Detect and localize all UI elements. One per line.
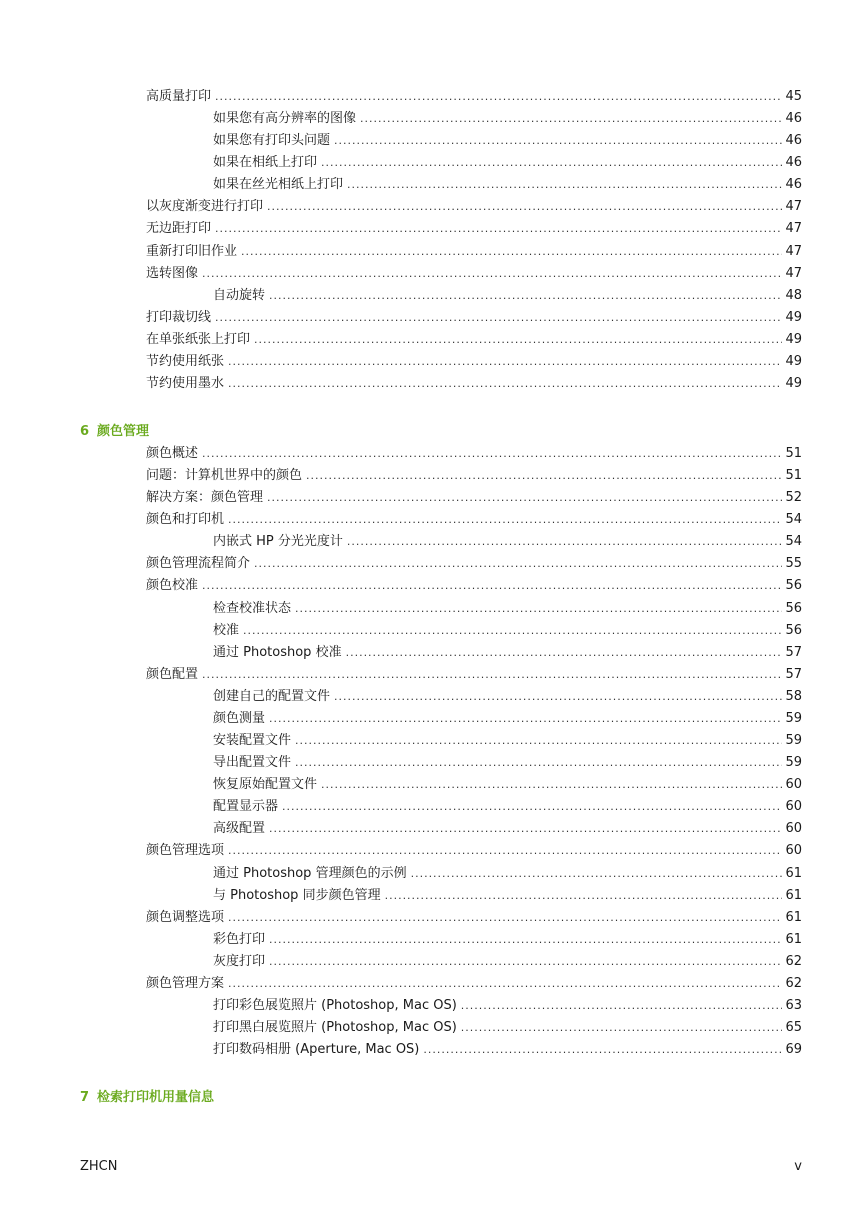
toc-entry-title: 创建自己的配置文件 [213, 688, 331, 704]
dot-leader [267, 487, 782, 509]
toc-entry-page: 47 [785, 221, 802, 237]
dot-leader [202, 575, 782, 597]
toc-entry-title: 解决方案：颜色管理 [146, 490, 264, 506]
toc-entry[interactable] [146, 664, 802, 686]
toc-entry-page: 60 [785, 777, 802, 793]
toc-entry[interactable] [146, 575, 802, 597]
toc-entry-title: 颜色调整选项 [146, 909, 225, 925]
dot-leader [321, 774, 782, 796]
toc-entry-title: 选转图像 [146, 265, 199, 281]
dot-leader [269, 708, 782, 730]
toc-entry-title: 校准 [213, 622, 240, 638]
dot-leader [306, 465, 782, 487]
toc-entry[interactable] [213, 531, 802, 553]
toc-entry-title: 打印黑白展览照片 (Photoshop, Mac OS) [213, 1020, 457, 1036]
footer-page-number: v [794, 1159, 802, 1174]
toc-entry-page: 69 [785, 1042, 802, 1058]
toc-entry[interactable] [213, 620, 802, 642]
toc-entry[interactable] [146, 218, 802, 240]
toc-entry[interactable] [146, 307, 802, 329]
toc-entry-page: 61 [785, 931, 802, 947]
toc-entry[interactable] [213, 108, 802, 130]
toc-entry-title: 如果您有打印头问题 [213, 133, 331, 149]
toc-entry-page: 47 [785, 199, 802, 215]
toc-entry-page: 49 [785, 309, 802, 325]
toc-entry[interactable] [213, 1017, 802, 1039]
dot-leader [411, 863, 783, 885]
toc-entry-page: 46 [785, 133, 802, 149]
dot-leader [228, 373, 782, 395]
dot-leader [228, 907, 782, 929]
toc-entry-title: 导出配置文件 [213, 755, 292, 771]
toc-entry-page: 57 [785, 644, 802, 660]
toc-entry-title: 重新打印旧作业 [146, 243, 238, 259]
dot-leader [228, 351, 782, 373]
toc-entry-title: 自动旋转 [213, 287, 266, 303]
toc-entry-page: 54 [785, 512, 802, 528]
toc-entry-page: 46 [785, 155, 802, 171]
toc-entry-page: 62 [785, 975, 802, 991]
dot-leader [254, 329, 782, 351]
dot-leader [228, 509, 782, 531]
toc-entry-page: 62 [785, 953, 802, 969]
chapter-heading-6[interactable] [80, 421, 149, 443]
toc-entry-page: 56 [785, 622, 802, 638]
toc-entry[interactable] [146, 241, 802, 263]
toc-entry-title: 彩色打印 [213, 931, 266, 947]
toc-entry[interactable] [146, 263, 802, 285]
toc-entry-page: 59 [785, 733, 802, 749]
toc-entry-title: 与 Photoshop 同步颜色管理 [213, 887, 381, 903]
toc-entry-title: 如果您有高分辨率的图像 [213, 111, 357, 127]
toc-entry[interactable] [213, 642, 802, 664]
toc-entry[interactable] [213, 152, 802, 174]
toc-entry-title: 打印数码相册 (Aperture, Mac OS) [213, 1042, 420, 1058]
dot-leader [385, 885, 783, 907]
dot-leader [461, 995, 783, 1017]
toc-entry-page: 49 [785, 331, 802, 347]
dot-leader [267, 196, 782, 218]
toc-entry-page: 51 [785, 446, 802, 461]
dot-leader [334, 130, 782, 152]
toc-entry-page: 61 [785, 909, 802, 925]
toc-entry[interactable] [146, 907, 802, 929]
toc-entry-title: 配置显示器 [213, 799, 279, 815]
toc-entry-page: 55 [785, 556, 802, 572]
dot-leader [360, 108, 782, 130]
toc-entry-page: 57 [785, 666, 802, 682]
dot-leader [215, 218, 782, 240]
toc-entry-title: 颜色管理方案 [146, 975, 225, 991]
toc-entry-page: 65 [785, 1020, 802, 1036]
toc-entry-title: 无边距打印 [146, 221, 212, 237]
toc-entry[interactable] [213, 995, 802, 1017]
dot-leader [228, 840, 782, 862]
toc-entry[interactable] [213, 774, 802, 796]
toc-entry-title: 颜色配置 [146, 666, 199, 682]
toc-entry-title: 打印裁切线 [146, 309, 212, 325]
toc-entry-title: 高质量打印 [146, 89, 212, 104]
toc-entry-title: 通过 Photoshop 校准 [213, 644, 342, 660]
toc-entry-title: 节约使用纸张 [146, 353, 225, 369]
toc-entry-title: 在单张纸张上打印 [146, 331, 251, 347]
toc-entry-title: 颜色管理选项 [146, 843, 225, 859]
toc-entry-page: 60 [785, 821, 802, 837]
toc-entry[interactable] [146, 553, 802, 575]
toc-entry-title: 问题：计算机世界中的颜色 [146, 468, 303, 484]
toc-entry-page: 45 [785, 89, 802, 104]
toc-entry[interactable] [146, 509, 802, 531]
toc-entry-title: 恢复原始配置文件 [213, 777, 318, 793]
toc-entry-page: 46 [785, 111, 802, 127]
toc-entry-page: 49 [785, 376, 802, 392]
dot-leader [346, 642, 783, 664]
dot-leader [202, 263, 782, 285]
toc-entry[interactable] [146, 351, 802, 373]
toc-entry[interactable] [213, 598, 802, 620]
dot-leader [347, 531, 783, 553]
toc-entry-page: 49 [785, 353, 802, 369]
toc-entry[interactable] [213, 951, 802, 973]
toc-entry-page: 60 [785, 799, 802, 815]
toc-entry[interactable] [213, 863, 802, 885]
toc-entry-title: 以灰度渐变进行打印 [146, 199, 264, 215]
toc-entry-title: 颜色概述 [146, 446, 199, 461]
toc-entry-page: 48 [785, 287, 802, 303]
chapter-heading-7[interactable] [80, 1087, 214, 1109]
toc-entry[interactable] [213, 708, 802, 730]
toc-entry-title: 高级配置 [213, 821, 266, 837]
toc-entry-title: 检查校准状态 [213, 600, 292, 616]
toc-entry[interactable] [146, 373, 802, 395]
toc-entry[interactable] [213, 730, 802, 752]
dot-leader [295, 730, 782, 752]
toc-entry[interactable] [146, 196, 802, 218]
dot-leader [321, 152, 782, 174]
dot-leader [334, 686, 782, 708]
toc-entry-title: 颜色校准 [146, 578, 199, 594]
toc-entry[interactable] [213, 130, 802, 152]
toc-entry-title: 如果在相纸上打印 [213, 155, 318, 171]
toc-entry-page: 60 [785, 843, 802, 859]
toc-entry[interactable] [213, 1039, 802, 1061]
toc-entry[interactable] [213, 285, 802, 307]
toc-entry-page: 56 [785, 578, 802, 594]
toc-entry-title: 内嵌式 HP 分光光度计 [213, 534, 343, 550]
dot-leader [269, 285, 782, 307]
toc-entry[interactable] [213, 818, 802, 840]
toc-entry-title: 节约使用墨水 [146, 376, 225, 392]
dot-leader [228, 973, 782, 995]
toc-entry-page: 54 [785, 534, 802, 550]
dot-leader [202, 443, 782, 465]
toc-entry[interactable] [213, 885, 802, 907]
toc-entry-page: 58 [785, 688, 802, 704]
toc-entry[interactable] [146, 973, 802, 995]
dot-leader [295, 752, 782, 774]
toc-entry[interactable] [213, 686, 802, 708]
toc-entry-page: 59 [785, 710, 802, 726]
toc-entry-title: 安装配置文件 [213, 733, 292, 749]
toc-entry[interactable] [146, 840, 802, 862]
toc-entry-page: 51 [785, 468, 802, 484]
chapter-number: 6 [80, 424, 90, 439]
toc-entry-title: 如果在丝光相纸上打印 [213, 177, 344, 193]
toc-entry-title: 灰度打印 [213, 953, 266, 969]
dot-leader [282, 796, 782, 818]
toc-entry[interactable] [213, 174, 802, 196]
toc-entry[interactable] [146, 465, 802, 487]
dot-leader [202, 664, 782, 686]
toc-entry-title: 颜色管理流程简介 [146, 556, 251, 572]
dot-leader [347, 174, 782, 196]
dot-leader [461, 1017, 783, 1039]
toc-entry[interactable] [213, 929, 802, 951]
toc-entry-page: 63 [785, 998, 802, 1013]
toc-entry-page: 47 [785, 243, 802, 259]
toc-entry-title: 颜色和打印机 [146, 512, 225, 528]
dot-leader [423, 1039, 782, 1061]
toc-entry-title: 颜色测量 [213, 710, 266, 726]
toc-entry[interactable] [213, 796, 802, 818]
toc-entry[interactable] [146, 86, 802, 108]
toc-entry[interactable] [146, 443, 802, 465]
toc-entry-title: 打印彩色展览照片 (Photoshop, Mac OS) [213, 998, 457, 1013]
dot-leader [254, 553, 782, 575]
toc-entry-title: 通过 Photoshop 管理颜色的示例 [213, 865, 407, 881]
dot-leader [295, 598, 782, 620]
dot-leader [243, 620, 782, 642]
dot-leader [241, 241, 782, 263]
toc-entry-page: 47 [785, 265, 802, 281]
dot-leader [215, 307, 782, 329]
toc-entry-page: 61 [785, 887, 802, 903]
toc-entry-page: 52 [785, 490, 802, 506]
dot-leader [215, 86, 782, 108]
footer-locale: ZHCN [80, 1159, 118, 1174]
toc-entry[interactable] [213, 752, 802, 774]
chapter-title: 检索打印机用量信息 [97, 1090, 215, 1105]
toc-entry-page: 61 [785, 865, 802, 881]
dot-leader [269, 818, 782, 840]
toc-entry[interactable] [146, 487, 802, 509]
chapter-number: 7 [80, 1090, 90, 1105]
toc-entry-page: 56 [785, 600, 802, 616]
dot-leader [269, 951, 782, 973]
chapter-title: 颜色管理 [97, 424, 150, 439]
dot-leader [269, 929, 782, 951]
toc-entry-page: 59 [785, 755, 802, 771]
toc-entry-page: 46 [785, 177, 802, 193]
toc-entry[interactable] [146, 329, 802, 351]
